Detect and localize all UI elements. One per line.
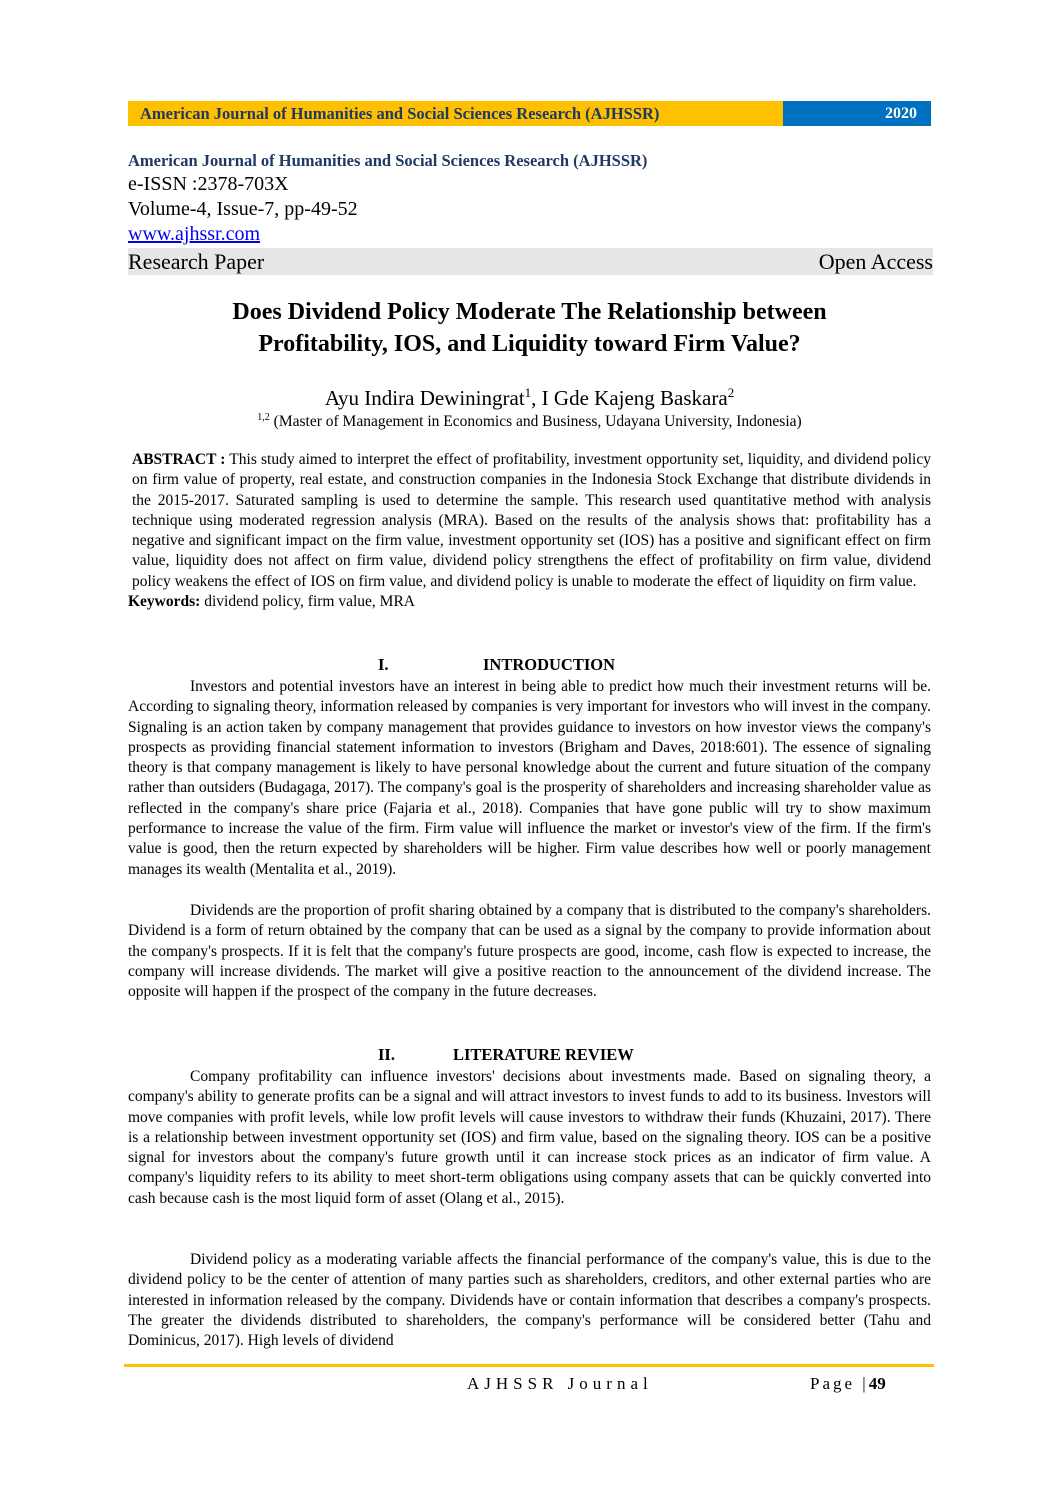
footer-page — [810, 1374, 886, 1394]
journal-name: American Journal of Humanities and Social Sciences Research (AJHSSR) — [128, 151, 648, 170]
affiliation-text: (Master of Management in Economics and Business, Udayana University, Indonesia) — [269, 413, 802, 431]
keywords-label: Keywords: — [128, 593, 201, 611]
abstract-label: ABSTRACT : — [132, 451, 226, 468]
intro-paragraph-1: Investors and potential investors have an interest in being able to predict how much their investment returns will be. According to signaling theory, information released by companies is very important for investors who will invest in the company. Signaling is an action taken by company management that provides guidance to investors on how investor views the company's prospects as providing financial statement information to investors (Brigham and Daves, 2018:601). The essence of signaling theory is that company management is likely to have personal knowledge about the current and future situation of the company rather than outsiders (Budagaga, 2017). The company's goal is the prosperity of shareholders and increasing shareholder value as reflected in the company's share price (Fajaria et al., 2018). Companies that have gone public will try to show maximum performance to increase the value of the firm. Firm value will influence the market or investor's view of the firm. If the firm's value is good, then the return expected by shareholders will be higher. Firm value describes how well or poorly management manages its wealth (Mentalita et al., 2019). — [128, 678, 931, 878]
literature-paragraph-2: Dividend policy as a moderating variable affects the financial performance of the company's value, this is due to the dividend policy to be the center of attention of many parties such as shareholders, creditors, and other external parties who are interested in information released by the company. Dividends have or contain information that describes a company's prospects. The greater the dividends distributed to shareholders, the company's performance will be considered better (Tahu and Dominicus, 2017). High levels of dividend — [128, 1251, 931, 1350]
abstract — [128, 450, 931, 612]
affiliation — [128, 408, 931, 432]
abstract-text: This study aimed to interpret the effect of profitability, investment opportunity set, liquidity, and dividend policy on firm value of property, real estate, and construction companies in the Indonesia Stock Exchange that distribute dividends in the 2015-2017. Saturated sampling is used to determine the sample. This research used quantitative method with analysis technique using moderated regression analysis (MRA). Based on the results of the analysis shows that: profitability has a negative and significant impact on the firm value, investment opportunity set (IOS) has a positive and significant effect on firm value, liquidity does not affect on firm value, dividend policy strengthens the effect of profitability on firm value, dividend policy weakens the effect of IOS on firm value, and dividend policy is unable to moderate the effect of liquidity on firm value. — [132, 451, 931, 590]
journal-meta — [128, 150, 933, 275]
author-2: I Gde Kajeng Baskara — [541, 386, 728, 410]
page-label: Page | — [810, 1374, 869, 1393]
paper-type: Research Paper — [128, 249, 265, 274]
paper-type-bar — [128, 248, 933, 275]
section-title: LITERATURE REVIEW — [453, 1045, 634, 1064]
issn: e-ISSN :2378-703X — [128, 173, 289, 195]
section-number: I. — [378, 655, 389, 674]
section-title: INTRODUCTION — [483, 655, 616, 674]
affiliation-sup: 1,2 — [257, 412, 270, 423]
access-type: Open Access — [818, 249, 933, 274]
title-line-1: Does Dividend Policy Moderate The Relationship between — [232, 299, 827, 325]
footer-journal: AJHSSR Journal — [467, 1374, 653, 1393]
paper-title — [128, 296, 931, 360]
header-journal-title: American Journal of Humanities and Social Sciences Research (AJHSSR) — [128, 101, 783, 126]
keywords-text: dividend policy, firm value, MRA — [200, 593, 415, 611]
author-1-sup: 1 — [524, 385, 532, 400]
intro-paragraph-2: Dividends are the proportion of profit sharing obtained by a company that is distributed to the company's shareholders. Dividend is a form of return obtained by the company that can be used as a signal by the company to provide information about the company's prospects. If it is felt that the company's future prospects are good, income, cash flow is expected to increase, the company will increase dividends. The market will give a positive reaction to the announcement of the dividend increase. The opposite will happen if the prospect of the company in the future decreases. — [128, 902, 931, 1001]
author-separator: , — [531, 386, 542, 410]
page-number: 49 — [868, 1374, 886, 1393]
journal-header-bar — [128, 101, 931, 126]
author-1: Ayu Indira Dewiningrat — [324, 386, 525, 410]
section-number: II. — [378, 1045, 395, 1064]
authors — [128, 380, 931, 411]
website-link[interactable]: www.ajhssr.com — [128, 223, 261, 245]
volume-info: Volume-4, Issue-7, pp-49-52 — [128, 198, 358, 220]
footer-rule — [124, 1364, 934, 1367]
literature-paragraph-1: Company profitability can influence investors' decisions about investments made. Based on signaling theory, a company's ability to generate profits can be a signal and will attract investors to invest funds to add to its business. Investors will move companies with profit levels, while low profit levels will cause investors to withdraw their funds (Khuzaini, 2017). There is a relationship between investment opportunity set (IOS) and firm value, based on the signaling theory. IOS can be a positive signal for investors about the company's future growth until it can increase stock prices as an indicator of firm value. A company's liquidity refers to its ability to meet short-term obligations using company assets that can be quickly converted into cash because cash is the most liquid form of asset (Olang et al., 2015). — [128, 1068, 931, 1207]
title-line-2: Profitability, IOS, and Liquidity toward Firm Value? — [258, 331, 801, 357]
header-year: 2020 — [783, 101, 931, 126]
author-2-sup: 2 — [727, 385, 735, 400]
